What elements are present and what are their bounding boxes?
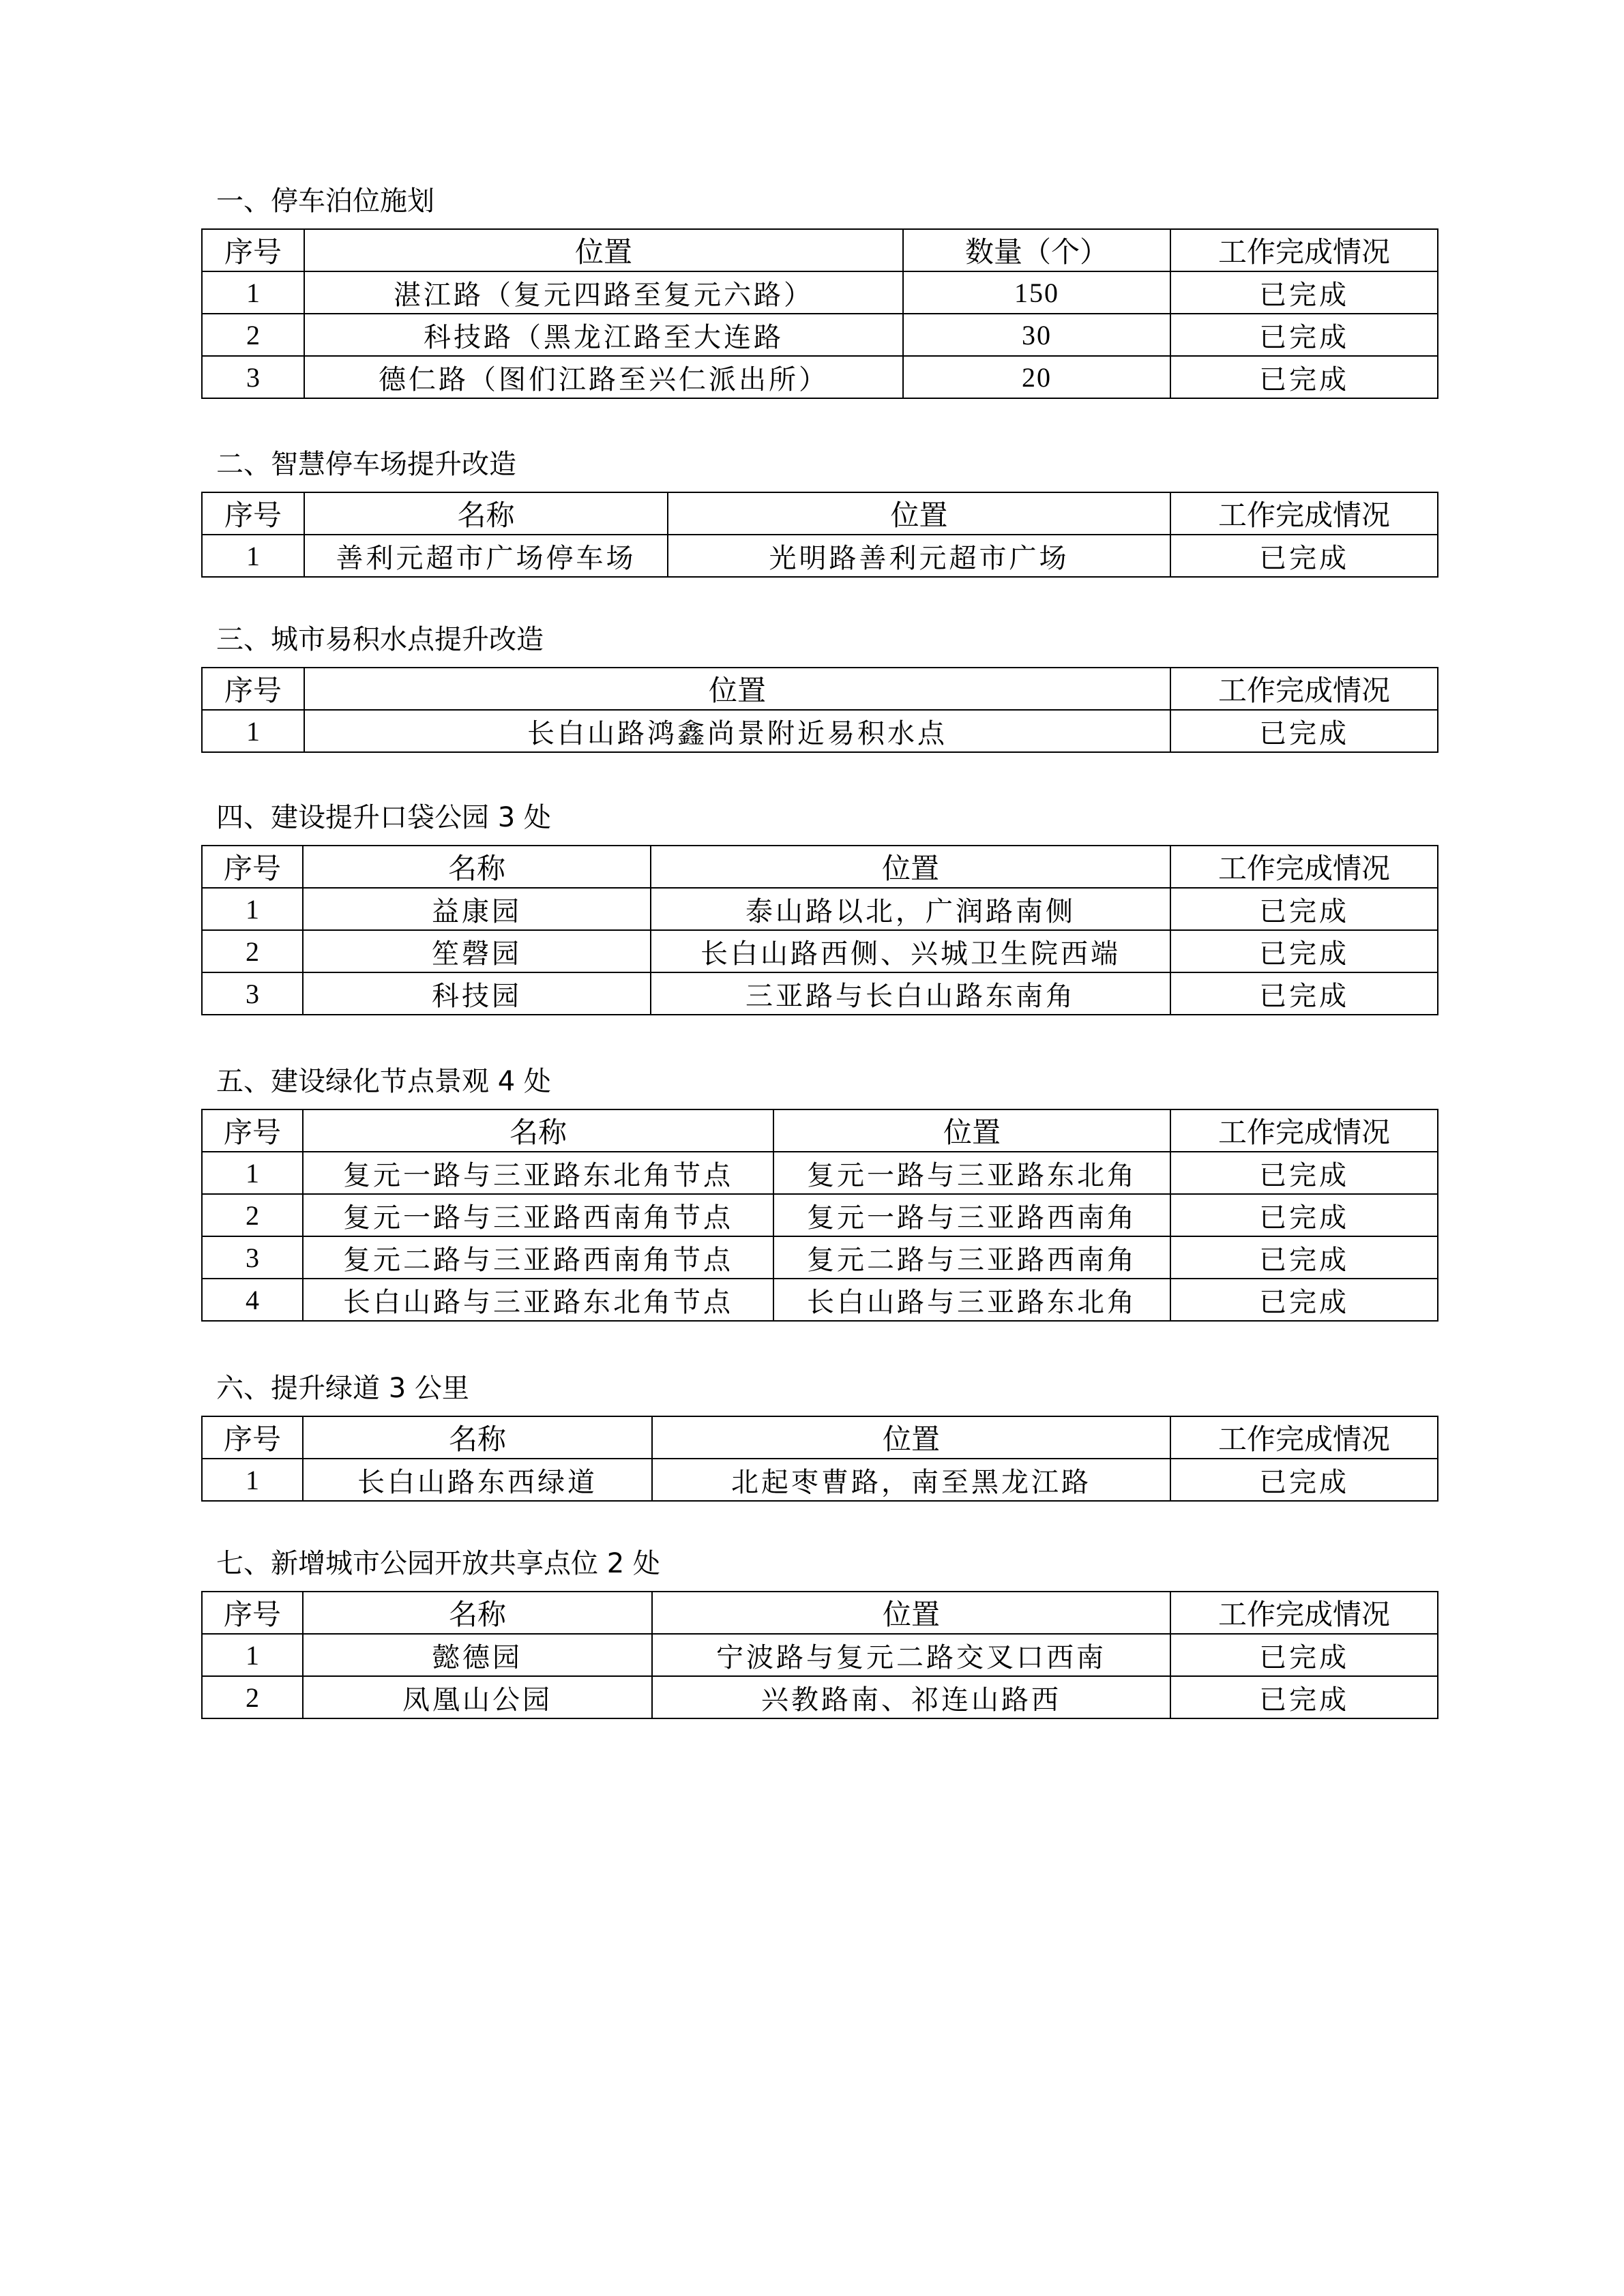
cell-location: 科技路（黑龙江路至大连路 [304, 314, 903, 356]
cell-index: 2 [202, 930, 303, 972]
cell-status: 已完成 [1170, 1236, 1438, 1279]
header-status: 工作完成情况 [1170, 1109, 1438, 1152]
table-row [202, 1634, 1438, 1676]
header-quantity: 数量（个） [903, 229, 1170, 271]
cell-status: 已完成 [1170, 356, 1438, 398]
cell-status: 已完成 [1170, 535, 1438, 577]
header-status: 工作完成情况 [1170, 229, 1438, 271]
header-index: 序号 [202, 1592, 303, 1634]
greenway-table [201, 1416, 1438, 1502]
header-location: 位置 [668, 492, 1170, 535]
header-name: 名称 [303, 846, 651, 888]
cell-status: 已完成 [1170, 1676, 1438, 1718]
table-row [202, 271, 1438, 314]
cell-location: 长白山路鸿鑫尚景附近易积水点 [304, 710, 1170, 752]
table-header-row [202, 846, 1438, 888]
cell-location: 复元一路与三亚路东北角 [773, 1152, 1170, 1194]
header-status: 工作完成情况 [1170, 492, 1438, 535]
cell-status: 已完成 [1170, 972, 1438, 1015]
cell-index: 3 [202, 356, 304, 398]
table-header-row [202, 1416, 1438, 1459]
section-title: 四、建设提升口袋公园 3 处 [216, 802, 551, 833]
table-row [202, 535, 1438, 577]
cell-index: 1 [202, 710, 304, 752]
cell-location: 长白山路西侧、兴城卫生院西端 [651, 930, 1170, 972]
shared-parks-table [201, 1591, 1438, 1719]
table-header-row [202, 668, 1438, 710]
header-name: 名称 [303, 1592, 652, 1634]
section-title: 三、城市易积水点提升改造 [216, 624, 544, 655]
cell-location: 长白山路与三亚路东北角 [773, 1279, 1170, 1321]
cell-index: 1 [202, 535, 304, 577]
header-location: 位置 [304, 229, 903, 271]
header-status: 工作完成情况 [1170, 668, 1438, 710]
table-row [202, 1194, 1438, 1236]
cell-name: 长白山路东西绿道 [303, 1459, 652, 1501]
header-index: 序号 [202, 1416, 303, 1459]
parking-spaces-table [201, 228, 1438, 399]
table-row [202, 710, 1438, 752]
cell-location: 三亚路与长白山路东南角 [651, 972, 1170, 1015]
header-index: 序号 [202, 846, 303, 888]
header-name: 名称 [304, 492, 668, 535]
cell-status: 已完成 [1170, 888, 1438, 930]
cell-index: 1 [202, 1634, 303, 1676]
cell-status: 已完成 [1170, 1194, 1438, 1236]
cell-index: 2 [202, 1194, 303, 1236]
cell-quantity: 150 [903, 271, 1170, 314]
header-index: 序号 [202, 668, 304, 710]
cell-status: 已完成 [1170, 930, 1438, 972]
header-index: 序号 [202, 1109, 303, 1152]
section-title: 五、建设绿化节点景观 4 处 [216, 1066, 551, 1097]
cell-status: 已完成 [1170, 710, 1438, 752]
header-location: 位置 [652, 1416, 1170, 1459]
cell-location: 复元二路与三亚路西南角 [773, 1236, 1170, 1279]
cell-quantity: 20 [903, 356, 1170, 398]
table-row [202, 888, 1438, 930]
cell-status: 已完成 [1170, 271, 1438, 314]
cell-name: 懿德园 [303, 1634, 652, 1676]
cell-name: 复元一路与三亚路西南角节点 [303, 1194, 773, 1236]
table-header-row [202, 492, 1438, 535]
section-title: 七、新增城市公园开放共享点位 2 处 [216, 1548, 660, 1579]
cell-status: 已完成 [1170, 1634, 1438, 1676]
cell-index: 2 [202, 314, 304, 356]
cell-location: 宁波路与复元二路交叉口西南 [652, 1634, 1170, 1676]
cell-status: 已完成 [1170, 1152, 1438, 1194]
cell-name: 复元二路与三亚路西南角节点 [303, 1236, 773, 1279]
cell-index: 3 [202, 1236, 303, 1279]
section-title: 一、停车泊位施划 [216, 185, 434, 217]
cell-name: 科技园 [303, 972, 651, 1015]
header-location: 位置 [773, 1109, 1170, 1152]
header-name: 名称 [303, 1416, 652, 1459]
cell-index: 1 [202, 888, 303, 930]
waterlogging-table [201, 667, 1438, 753]
header-status: 工作完成情况 [1170, 1592, 1438, 1634]
cell-name: 益康园 [303, 888, 651, 930]
cell-index: 4 [202, 1279, 303, 1321]
cell-location: 北起枣曹路，南至黑龙江路 [652, 1459, 1170, 1501]
cell-index: 1 [202, 271, 304, 314]
section-title: 二、智慧停车场提升改造 [216, 449, 516, 480]
cell-status: 已完成 [1170, 314, 1438, 356]
cell-location: 德仁路（图们江路至兴仁派出所） [304, 356, 903, 398]
cell-status: 已完成 [1170, 1279, 1438, 1321]
table-row [202, 314, 1438, 356]
cell-location: 泰山路以北，广润路南侧 [651, 888, 1170, 930]
table-header-row [202, 229, 1438, 271]
cell-quantity: 30 [903, 314, 1170, 356]
cell-index: 1 [202, 1459, 303, 1501]
cell-location: 兴教路南、祁连山路西 [652, 1676, 1170, 1718]
header-location: 位置 [652, 1592, 1170, 1634]
table-header-row [202, 1109, 1438, 1152]
header-name: 名称 [303, 1109, 773, 1152]
cell-index: 1 [202, 1152, 303, 1194]
smart-parking-table [201, 492, 1438, 578]
section-title: 六、提升绿道 3 公里 [216, 1373, 469, 1404]
table-row [202, 1279, 1438, 1321]
cell-location: 光明路善利元超市广场 [668, 535, 1170, 577]
cell-status: 已完成 [1170, 1459, 1438, 1501]
header-location: 位置 [304, 668, 1170, 710]
cell-index: 3 [202, 972, 303, 1015]
table-header-row [202, 1592, 1438, 1634]
header-status: 工作完成情况 [1170, 846, 1438, 888]
cell-name: 善利元超市广场停车场 [304, 535, 668, 577]
table-row [202, 356, 1438, 398]
cell-location: 复元一路与三亚路西南角 [773, 1194, 1170, 1236]
table-row [202, 1676, 1438, 1718]
header-index: 序号 [202, 229, 304, 271]
table-row [202, 972, 1438, 1015]
cell-name: 复元一路与三亚路东北角节点 [303, 1152, 773, 1194]
header-status: 工作完成情况 [1170, 1416, 1438, 1459]
header-location: 位置 [651, 846, 1170, 888]
cell-index: 2 [202, 1676, 303, 1718]
table-row [202, 1152, 1438, 1194]
table-row [202, 930, 1438, 972]
table-row [202, 1459, 1438, 1501]
table-row [202, 1236, 1438, 1279]
cell-name: 凤凰山公园 [303, 1676, 652, 1718]
cell-name: 长白山路与三亚路东北角节点 [303, 1279, 773, 1321]
pocket-parks-table [201, 845, 1438, 1015]
header-index: 序号 [202, 492, 304, 535]
green-nodes-table [201, 1109, 1438, 1322]
cell-location: 湛江路（复元四路至复元六路） [304, 271, 903, 314]
cell-name: 笙磬园 [303, 930, 651, 972]
